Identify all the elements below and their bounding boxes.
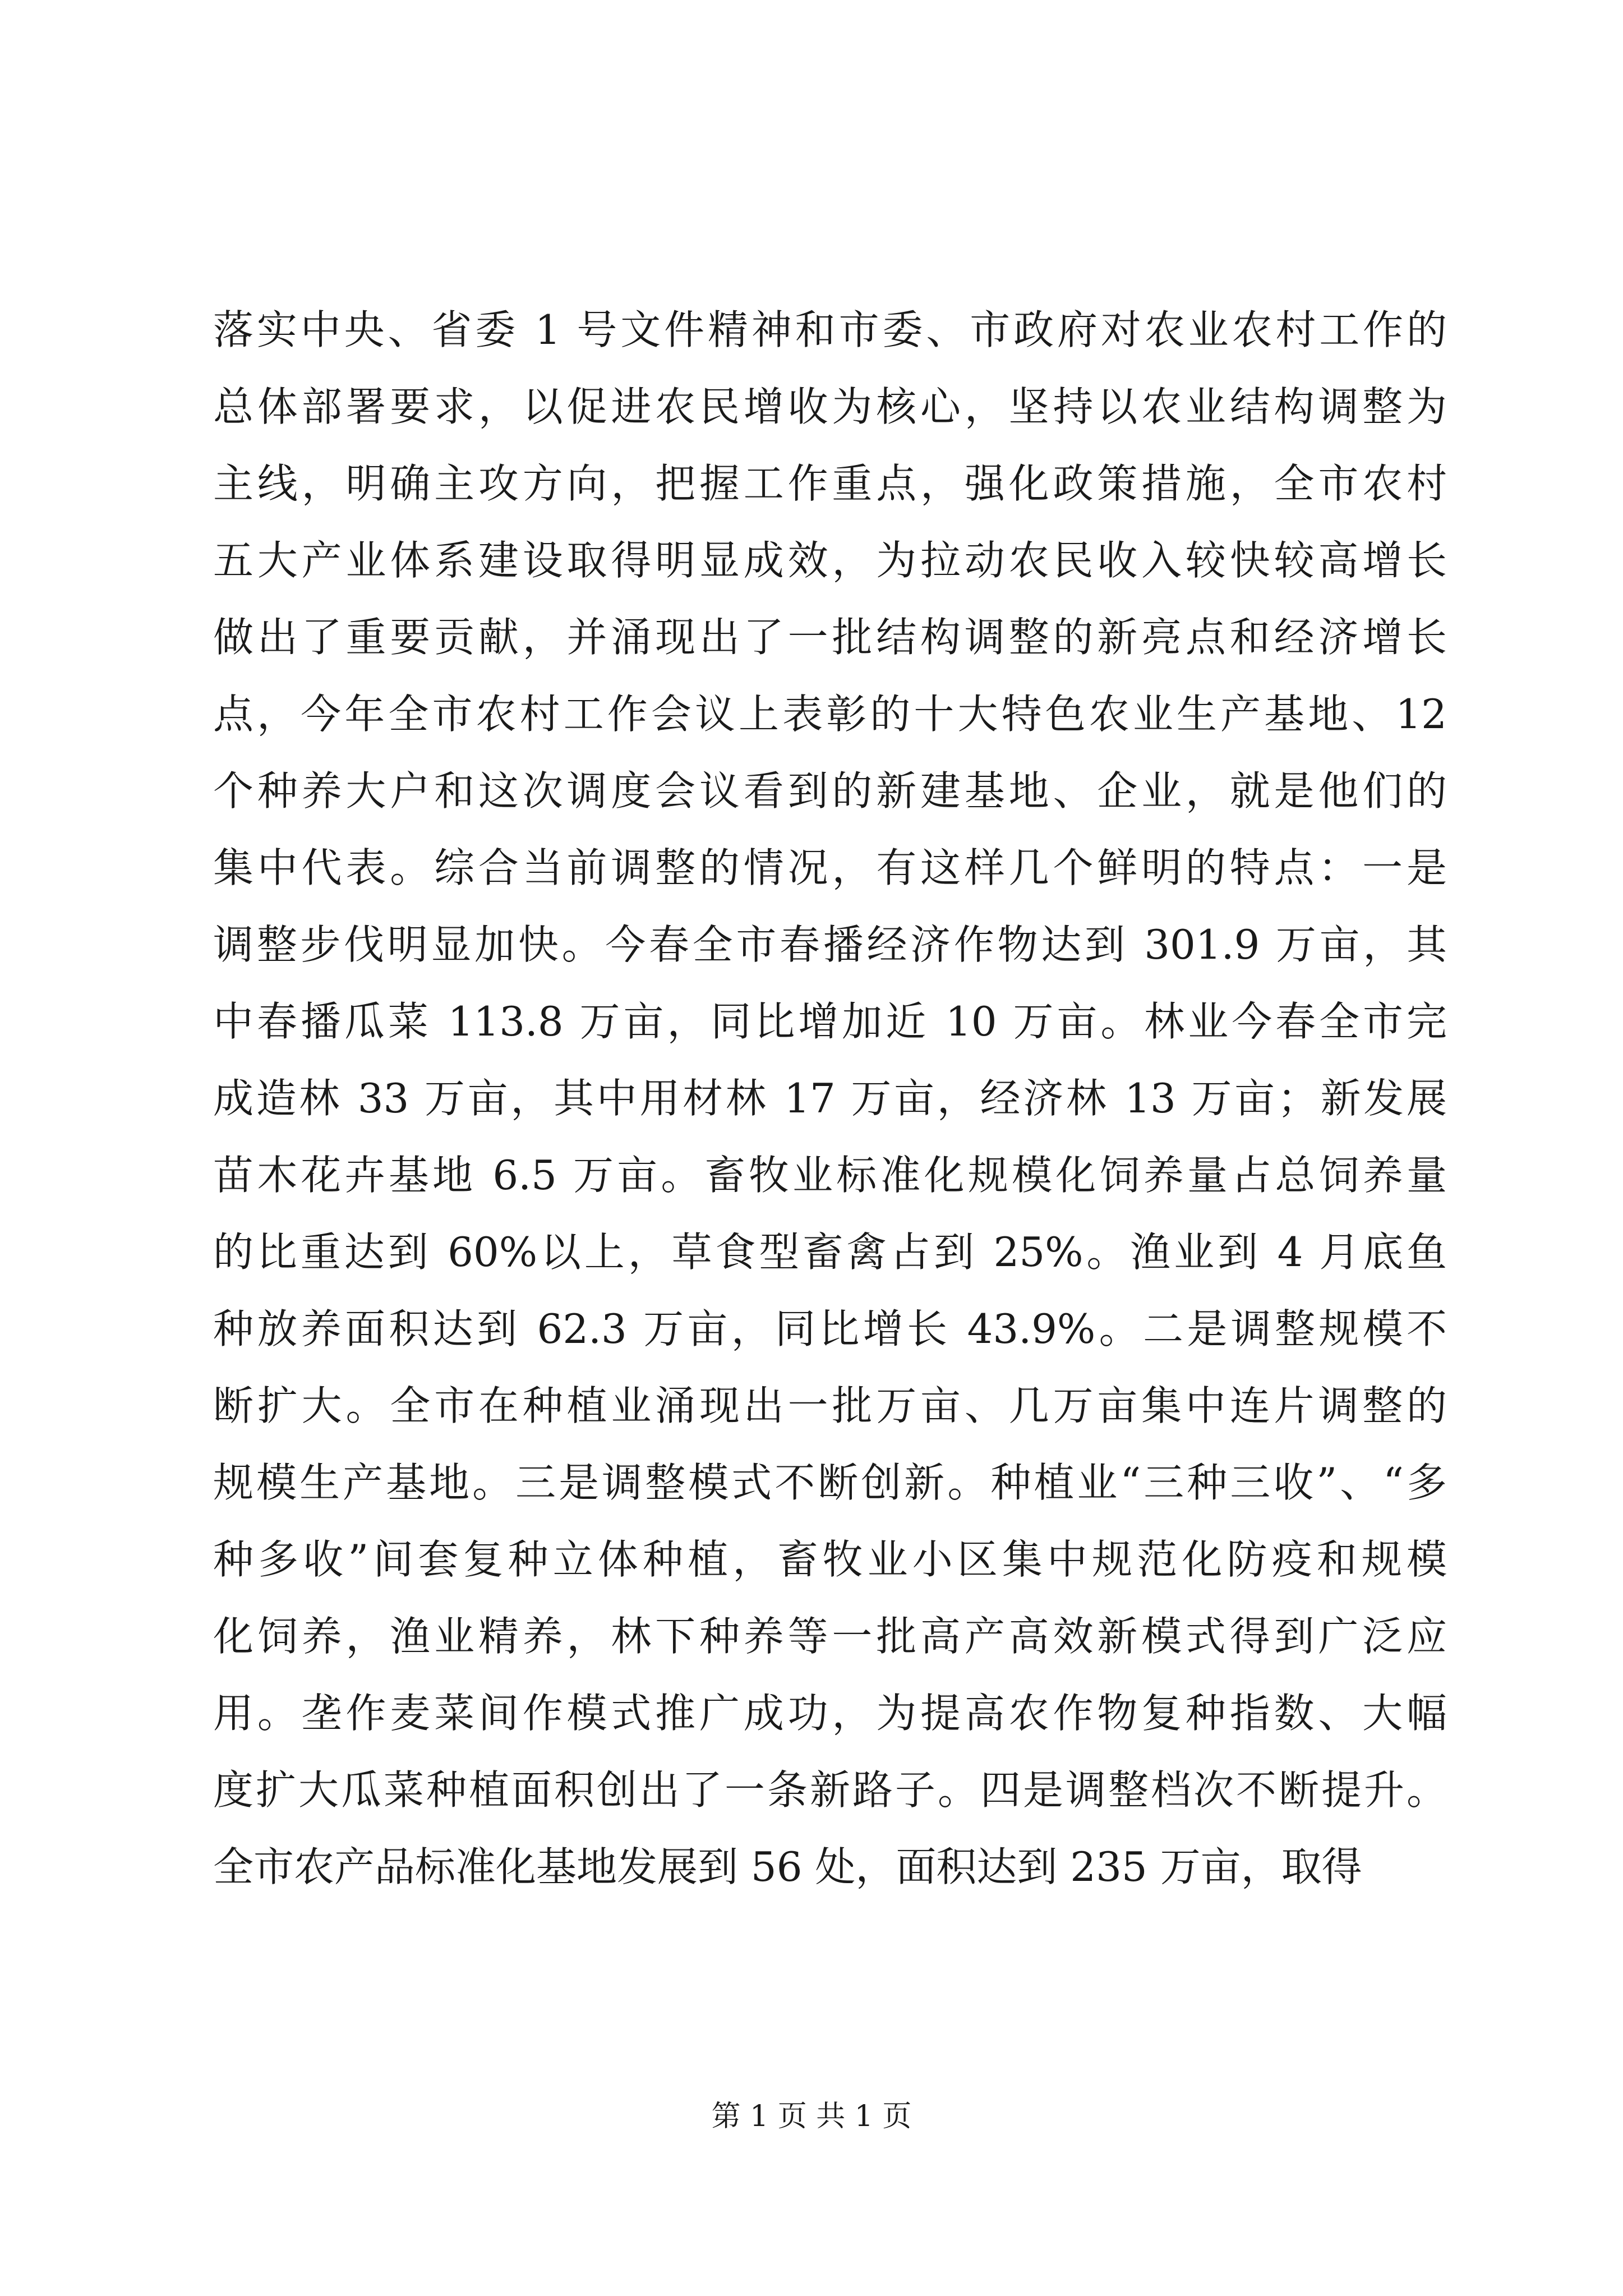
- text-line: 中春播瓜菜 113.8 万亩，同比增加近 10 万亩。林业今春全市完: [213, 998, 1447, 1045]
- body-text: [213, 292, 1447, 1906]
- text-line: 苗木花卉基地 6.5 万亩。畜牧业标准化规模化饲养量占总饲养量: [213, 1152, 1447, 1199]
- text-line: 总体部署要求，以促进农民增收为核心，坚持以农业结构调整为: [213, 383, 1447, 430]
- text-line: 调整步伐明显加快。今春全市春播经济作物达到 301.9 万亩，其: [213, 921, 1447, 968]
- text-line: 成造林 33 万亩，其中用材林 17 万亩，经济林 13 万亩；新发展: [213, 1075, 1447, 1122]
- text-line: 用。垄作麦菜间作模式推广成功，为提高农作物复种指数、大幅: [213, 1690, 1447, 1737]
- text-line: 点，今年全市农村工作会议上表彰的十大特色农业生产基地、12: [213, 691, 1447, 738]
- text-line: 五大产业体系建设取得明显成效，为拉动农民收入较快较高增长: [213, 537, 1447, 584]
- text-line: 度扩大瓜菜种植面积创出了一条新路子。四是调整档次不断提升。: [213, 1766, 1447, 1814]
- text-line: 做出了重要贡献，并涌现出了一批结构调整的新亮点和经济增长: [213, 614, 1447, 661]
- text-line: 个种养大户和这次调度会议看到的新建基地、企业，就是他们的: [213, 767, 1447, 815]
- text-line: 断扩大。全市在种植业涌现出一批万亩、几万亩集中连片调整的: [213, 1382, 1447, 1429]
- text-line: 落实中央、省委 1 号文件精神和市委、市政府对农业农村工作的: [213, 306, 1447, 353]
- text-line: 种多收”间套复种立体种植，畜牧业小区集中规范化防疫和规模: [213, 1536, 1447, 1583]
- text-line: 化饲养，渔业精养，林下种养等一批高产高效新模式得到广泛应: [213, 1613, 1447, 1660]
- text-line: 的比重达到 60%以上，草食型畜禽占到 25%。渔业到 4 月底鱼: [213, 1228, 1447, 1276]
- text-line: 种放养面积达到 62.3 万亩，同比增长 43.9%。二是调整规模不: [213, 1305, 1447, 1352]
- text-line: 集中代表。综合当前调整的情况，有这样几个鲜明的特点：一是: [213, 844, 1447, 891]
- text-line: 规模生产基地。三是调整模式不断创新。种植业“三种三收”、“多: [213, 1459, 1447, 1506]
- text-line: 全市农产品标准化基地发展到 56 处，面积达到 235 万亩，取得: [213, 1843, 1362, 1890]
- text-line: 主线，明确主攻方向，把握工作重点，强化政策措施，全市农村: [213, 460, 1447, 507]
- page-footer: 第 1 页 共 1 页: [711, 2100, 912, 2133]
